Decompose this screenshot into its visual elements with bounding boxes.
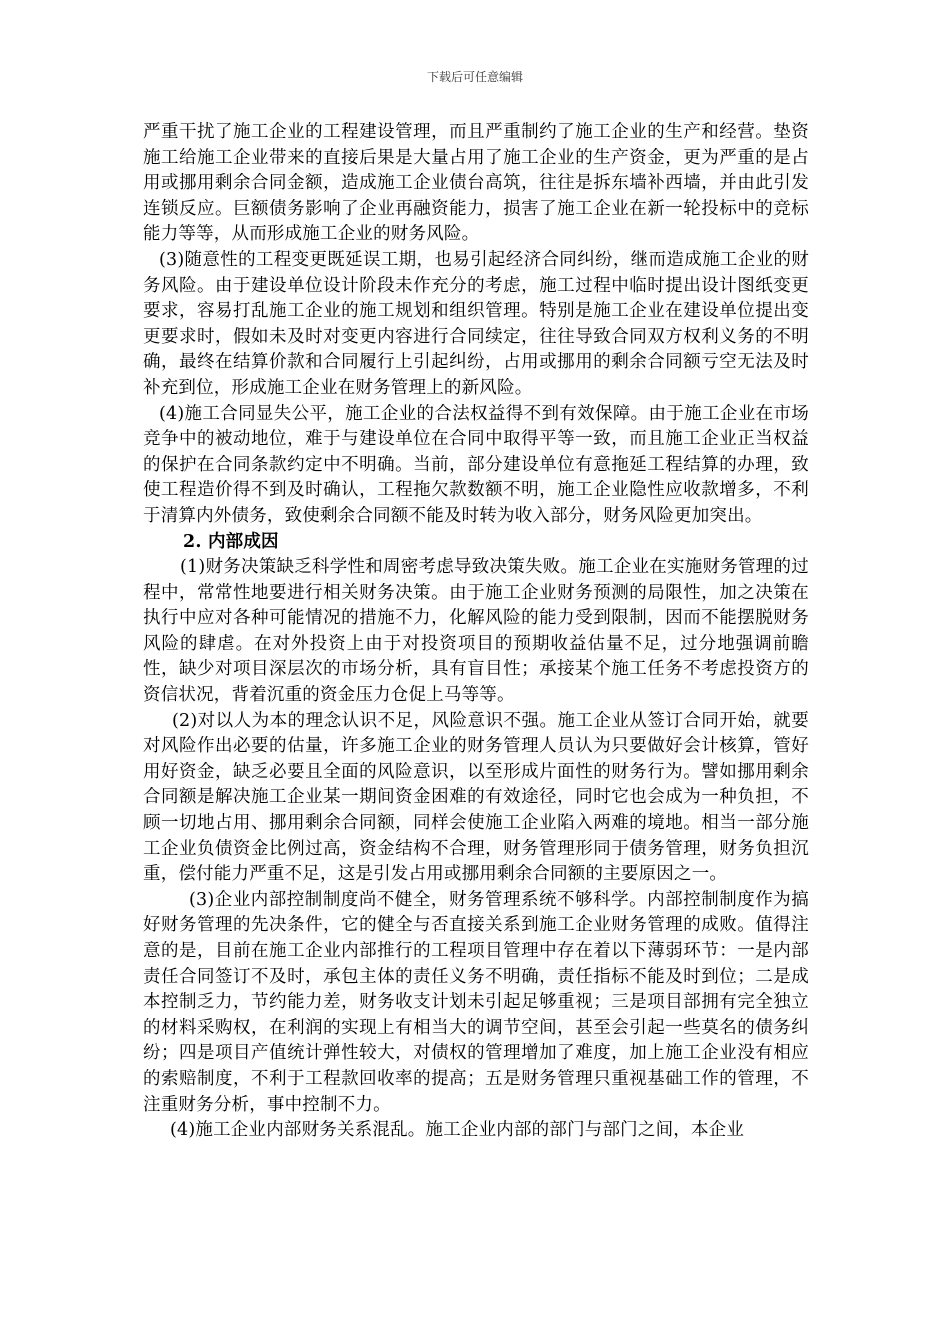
page-header-note: 下载后可任意编辑 [426, 70, 523, 84]
paragraph-external-cause-3: (3)随意性的工程变更既延误工期，也易引起经济合同纠纷，继而造成施工企业的财务风险。由于建设单位设计阶段未作充分的考虑，施工过程中临时提出设计图纸变更要求，容易打乱施工企业的施工规划和组织管理。特别是施工企业在建设单位提出变更要求时，假如未及时对变更内容进行合同续定，往往导致合同双方权利义务的不明确，最终在结算价款和合同履行上引起纠纷，占用或挪用的剩余合同额亏空无法及时补充到位，形成施工企业在财务管理上的新风险。 [143, 249, 809, 398]
paragraph-external-cause-4: (4)施工合同显失公平，施工企业的合法权益得不到有效保障。由于施工企业在市场竞争中的被动地位，难于与建设单位在合同中取得平等一致，而且施工企业正当权益的保护在合同条款约定中不明确。当前，部分建设单位有意拖延工程结算的办理，致使工程造价得不到及时确认，工程拖欠款数额不明，施工企业隐性应收款增多，不利于清算内外债务，致使剩余合同额不能及时转为收入部分，财务风险更加突出。 [143, 403, 809, 526]
section-heading-internal-causes: 2. 内部成因 [183, 531, 279, 552]
paragraph-internal-cause-3: (3)企业内部控制制度尚不健全，财务管理系统不够科学。内部控制制度作为搞好财务管理的先决条件，它的健全与否直接关系到施工企业财务管理的成败。值得注意的是，目前在施工企业内部推行的工程项目管理中存在着以下薄弱环节：一是内部责任合同签订不及时，承包主体的责任义务不明确，责任指标不能及时到位；二是成本控制乏力，节约能力差，财务收支计划未引起足够重视；三是项目部拥有完全独立的材料采购权，在利润的实现上有相当大的调节空间，甚至会引起一些莫名的债务纠纷；四是项目产值统计弹性较大，对债权的管理增加了难度，加上施工企业没有相应的索赔制度，不利于工程款回收率的提高；五是财务管理只重视基础工作的管理，不注重财务分析，事中控制不力。 [143, 889, 809, 1115]
paragraph-continuation: 严重干扰了施工企业的工程建设管理，而且严重制约了施工企业的生产和经营。垫资施工给施工企业带来的直接后果是大量占用了施工企业的生产资金，更为严重的是占用或挪用剩余合同金额，造成施工企业债台高筑，往往是拆东墙补西墙，并由此引发连锁反应。巨额债务影响了企业再融资能力，损害了施工企业在新一轮投标中的竞标能力等等，从而形成施工企业的财务风险。 [143, 122, 809, 245]
paragraph-internal-cause-2: (2)对以人为本的理念认识不足，风险意识不强。施工企业从签订合同开始，就要对风险作出必要的估量，许多施工企业的财务管理人员认为只要做好会计核算，管好用好资金，缺乏必要且全面的风险意识，以至形成片面性的财务行为。譬如挪用剩余合同额是解决施工企业某一期间资金困难的有效途径，同时它也会成为一种负担，不顾一切地占用、挪用剩余合同额，同样会使施工企业陷入两难的境地。相当一部分施工企业负债资金比例过高，资金结构不合理，财务管理形同于债务管理，财务负担沉重，偿付能力严重不足，这是引发占用或挪用剩余合同额的主要原因之一。 [143, 710, 809, 885]
paragraph-internal-cause-4: (4)施工企业内部财务关系混乱。施工企业内部的部门与部门之间，本企业 [170, 1120, 745, 1141]
paragraph-internal-cause-1: (1)财务决策缺乏科学性和周密考虑导致决策失败。施工企业在实施财务管理的过程中，常常性地要进行相关财务决策。由于施工企业财务预测的局限性，加之决策在执行中应对各种可能情况的措施不力，化解风险的能力受到限制，因而不能摆脱财务风险的肆虐。在对外投资上由于对投资项目的预期收益估量不足，过分地强调前瞻性，缺少对项目深层次的市场分析，具有盲目性；承接某个施工任务不考虑投资方的资信状况，背着沉重的资金压力仓促上马等等。 [143, 557, 809, 706]
document-body [143, 120, 809, 1144]
